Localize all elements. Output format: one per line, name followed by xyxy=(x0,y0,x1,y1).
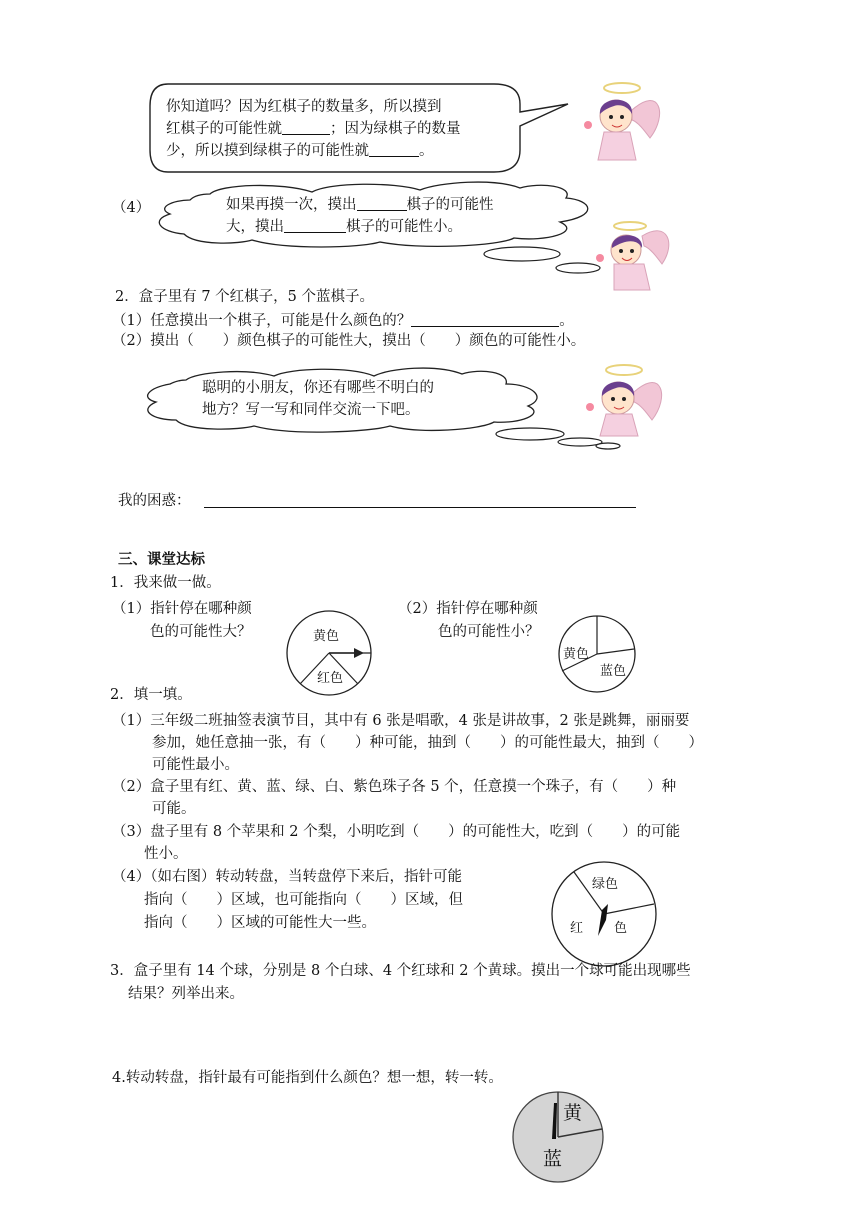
s3-q2-3-line1: （3）盘子里有 8 个苹果和 2 个梨，小明吃到（ ）的可能性大，吃到（ ）的可能 xyxy=(112,824,681,840)
q4-line1a: 如果再摸一次，摸出 xyxy=(226,197,357,213)
spinner-2 xyxy=(558,615,638,695)
s3-q2-2-line1: （2）盒子里有红、黄、蓝、绿、白、紫色珠子各 5 个，任意摸一个珠子，有（ ）种 xyxy=(112,779,677,795)
bubble1-line3b: 。 xyxy=(419,143,434,159)
confusion-answer-line[interactable] xyxy=(204,507,636,508)
s3-q2-2 xyxy=(112,776,676,820)
s3-q1-2-line2: 色的可能性小？ xyxy=(438,624,540,640)
spinner3-top-label: 绿色 xyxy=(592,877,619,892)
s3-q4: 4.转动转盘，指针最有可能指到什么颜色？想一想，转一转。 xyxy=(112,1070,503,1086)
q2-part2: （2）摸出（ ）颜色棋子的可能性大，摸出（ ）颜色的可能性小。 xyxy=(112,333,586,349)
bubble1-line2b: ；因为绿棋子的数量 xyxy=(330,121,461,137)
s3-q2-4 xyxy=(112,866,463,935)
s3-q2-2-line2: 可能。 xyxy=(152,801,196,817)
s3-q2-1 xyxy=(112,710,703,776)
q2-part1-text: （1）任意摸出一个棋子，可能是什么颜色的？ xyxy=(112,313,412,329)
spinner4-top-label: 黄 xyxy=(563,1102,583,1124)
s3-q2-3 xyxy=(112,821,680,865)
bubble1-line3a: 少，所以摸到绿棋子的可能性就 xyxy=(166,143,369,159)
spinner1-bottom-label: 红色 xyxy=(317,671,344,686)
s3-q1-1 xyxy=(112,598,252,644)
s3-q2-1-line1: （1）三年级二班抽签表演节目，其中有 6 张是唱歌，4 张是讲故事，2 张是跳舞，丽丽要 xyxy=(112,713,690,729)
cloud2-text xyxy=(202,377,434,421)
q2-title: 2．盒子里有 7 个红棋子，5 个蓝棋子。 xyxy=(115,289,375,305)
spinner4-bottom-label: 蓝 xyxy=(543,1148,563,1170)
s3-q1-2 xyxy=(398,598,540,644)
spinner3-right-label: 色 xyxy=(614,921,628,936)
q4-line2a: 大，摸出 xyxy=(226,219,284,235)
spinner1-top-label: 黄色 xyxy=(313,629,340,644)
s3-q2-4-line2: 指向（ ）区域，也可能指向（ ）区域，但 xyxy=(144,892,463,908)
spinner-3 xyxy=(550,860,660,970)
spinner2-right-label: 蓝色 xyxy=(600,664,627,679)
s3-q1: 1．我来做一做。 xyxy=(110,575,221,591)
s3-q3-line2: 结果？列举出来。 xyxy=(128,986,244,1002)
s3-q2: 2．填一填。 xyxy=(110,687,192,703)
section3-title: 三、课堂达标 xyxy=(118,551,205,568)
q4-line2b: 棋子的可能性小。 xyxy=(346,219,462,235)
angel-cartoon-icon xyxy=(572,362,672,452)
bubble1-line1: 你知道吗？因为红棋子的数量多，所以摸到 xyxy=(166,99,442,115)
cloud2-line1: 聪明的小朋友，你还有哪些不明白的 xyxy=(202,380,434,396)
spinner3-left-label: 红 xyxy=(570,921,584,936)
q2-part1-end: 。 xyxy=(559,313,574,329)
s3-q2-3-line2: 性小。 xyxy=(144,846,188,862)
q4-label: （4） xyxy=(112,200,151,216)
spinner2-left-label: 黄色 xyxy=(563,647,590,662)
bubble1-line2a: 红棋子的可能性就 xyxy=(166,121,282,137)
s3-q1-2-line1: （2）指针停在哪种颜 xyxy=(398,601,538,617)
spinner-1 xyxy=(286,610,376,700)
s3-q1-1-line2: 色的可能性大？ xyxy=(150,624,252,640)
s3-q3 xyxy=(110,960,691,1006)
q4-line1b: 棋子的可能性 xyxy=(406,197,494,213)
s3-q2-4-line3: 指向（ ）区域的可能性大一些。 xyxy=(144,915,376,931)
s3-q2-1-line2: 参加，她任意抽一张，有（ ）种可能，抽到（ ）的可能性最大，抽到（ ） xyxy=(152,735,703,751)
s3-q2-1-line3: 可能性最小。 xyxy=(152,757,239,773)
cloud2-line2: 地方？写一写和同伴交流一下吧。 xyxy=(202,402,420,418)
confusion-label: 我的困惑： xyxy=(118,493,191,509)
s3-q3-line1: 3．盒子里有 14 个球，分别是 8 个白球、4 个红球和 2 个黄球。摸出一个球可能出现哪些 xyxy=(110,963,691,979)
s3-q1-1-line1: （1）指针停在哪种颜 xyxy=(112,601,252,617)
s3-q2-4-line1: （4）（如右图）转动转盘，当转盘停下来后，指针可能 xyxy=(112,869,462,885)
spinner-4 xyxy=(512,1091,606,1185)
